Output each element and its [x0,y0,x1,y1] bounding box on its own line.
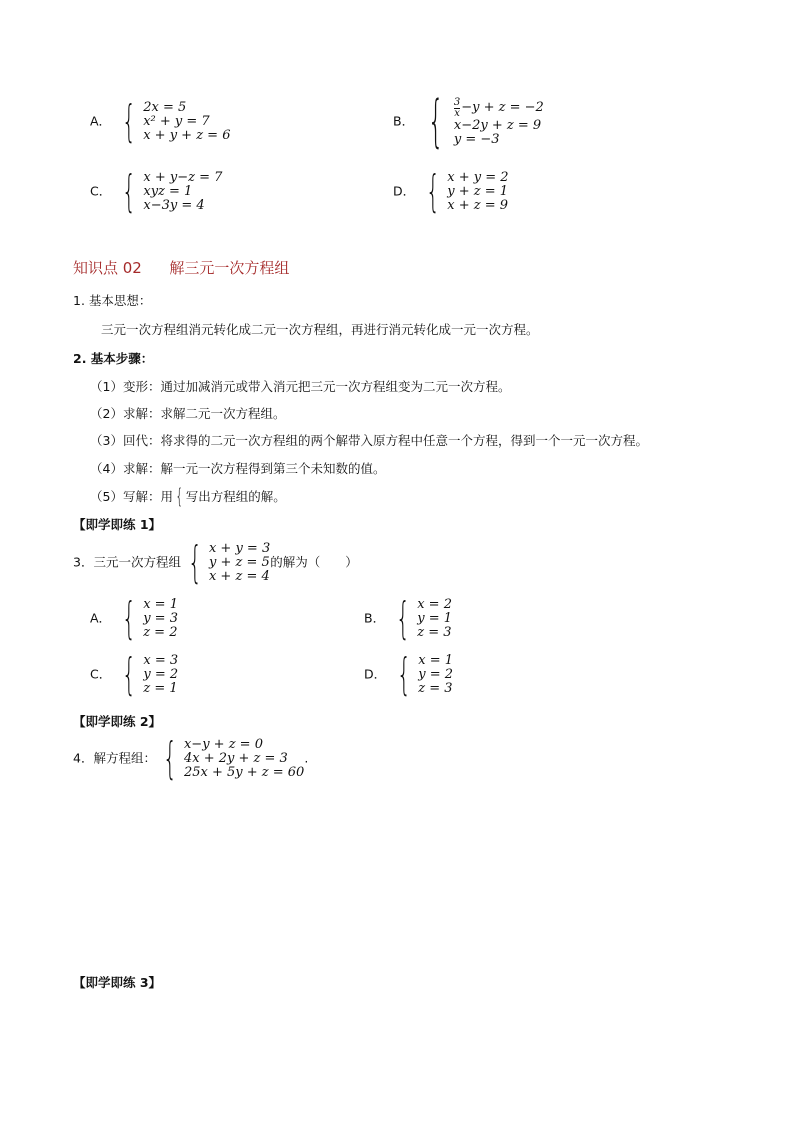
left-brace-icon: { [426,166,441,217]
equation-system: { x + y = 2 y + z = 1 x + z = 9 [426,166,509,217]
equation-system: { 2x = 5 x² + y = 7 x + y + z = 6 [122,96,231,147]
left-brace-icon: { [428,89,445,154]
idea-title: 1. 基本思想： [73,293,152,308]
step-item: （5）写解：用 { 写出方程组的解。 [90,484,286,508]
question-text: 的解为（ ） [270,554,358,570]
equation-system: { x + y = 3 y + z = 5 x + z = 4 [187,537,271,588]
left-brace-icon: { [397,649,412,700]
question-text: . [304,750,309,766]
question-text: 3．三元一次方程组 [73,554,181,570]
step-item: （1）变形：通过加减消元或带入消元把三元一次方程组变为二元一次方程。 [90,379,511,394]
step-item: （4）求解：解一元一次方程得到第三个未知数的值。 [90,461,386,476]
left-brace-icon: { [175,484,184,508]
option-label: B． [393,113,415,129]
q3-option-a: A． { x = 1 y = 3 z = 2 [90,593,178,644]
steps-title: 2. 基本步骤： [73,351,154,366]
equation-system: { x + y−z = 7 xyz = 1 x−3y = 4 [122,166,223,217]
practice-1-title: 【即学即练 1】 [73,517,162,532]
option-label: C． [90,183,112,199]
question-3 [73,537,358,588]
section-number: 知识点 02 [73,259,142,277]
q2-option-c [90,166,223,217]
question-text: 4．解方程组： [73,750,156,766]
left-brace-icon: { [122,166,137,217]
q3-option-b: B． { x = 2 y = 1 z = 3 [364,593,452,644]
q2-option-b [393,89,544,154]
practice-2-title: 【即学即练 2】 [73,714,162,729]
left-brace-icon: { [122,593,137,644]
step-item: （2）求解：求解二元一次方程组。 [90,406,286,421]
section-title: 解三元一次方程组 [169,259,290,277]
q3-option-d: D． { x = 1 y = 2 z = 3 [364,649,454,700]
idea-text: 三元一次方程组消元转化成二元一次方程组，再进行消元转化成一元一次方程。 [101,322,539,337]
left-brace-icon: { [122,649,137,700]
step-item: （3）回代：将求得的二元一次方程组的两个解带入原方程中任意一个方程，得到一个一元一次方程。 [90,433,648,448]
option-label: A． [90,113,112,129]
left-brace-icon: { [122,96,137,147]
option-label: D． [393,183,416,199]
left-brace-icon: { [396,593,411,644]
left-brace-icon: { [187,537,202,588]
equation-system: { $\frac{3}{x}$ −y + z = −2 x−2y + z = 9 y = −3 [428,89,544,154]
q2-option-a [90,96,231,147]
equation-system: { x−y + z = 0 4x + 2y + z = 3 25x + 5y + z = 60 [162,733,305,784]
section-heading [73,257,289,278]
left-brace-icon: { [162,733,177,784]
q2-option-d [393,166,509,217]
q3-option-c: C． { x = 3 y = 2 z = 1 [90,649,179,700]
practice-3-title: 【即学即练 3】 [73,975,162,990]
question-4 [73,733,309,784]
